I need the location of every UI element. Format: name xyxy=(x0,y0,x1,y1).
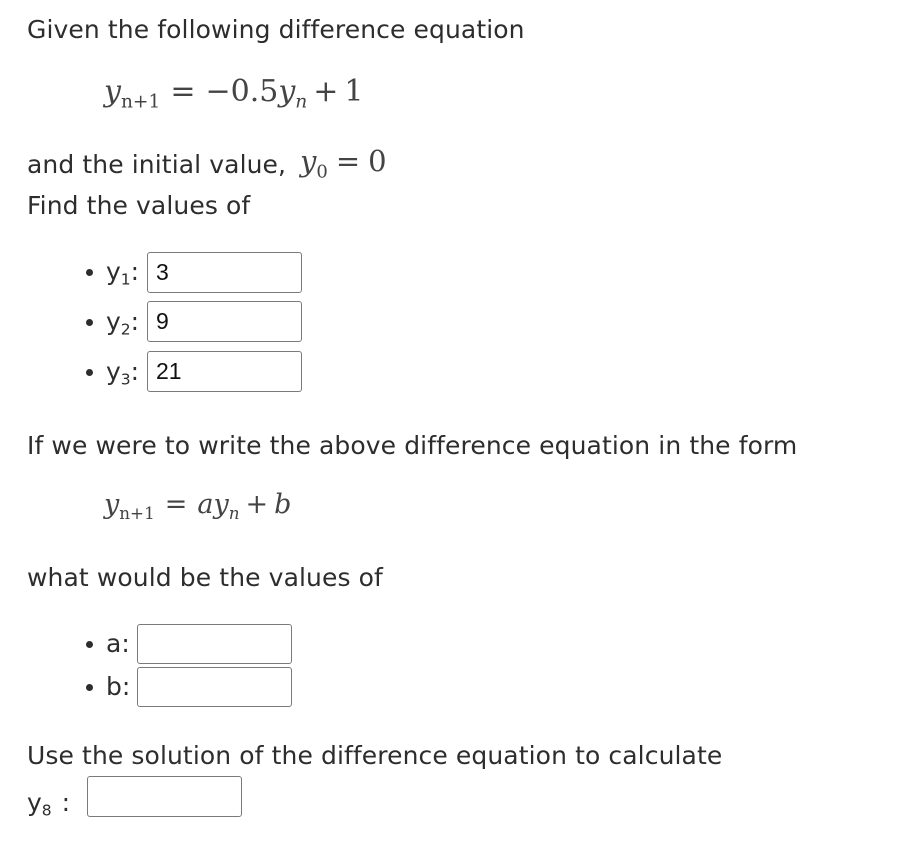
bullet-icon xyxy=(86,684,93,691)
y2-label-colon: : xyxy=(130,307,140,336)
b-label: b: xyxy=(106,672,131,701)
a-input[interactable] xyxy=(137,624,292,664)
y3-label-colon: : xyxy=(130,357,140,386)
eq2-equals: = xyxy=(164,489,188,520)
y8-label-sub: 8 xyxy=(41,801,52,820)
eq2-sub: n xyxy=(228,502,240,523)
y8-label-var: y xyxy=(27,788,42,817)
a-label: a: xyxy=(106,629,130,658)
eq1-equals: = xyxy=(170,74,196,109)
b-input[interactable] xyxy=(137,667,292,707)
eq1-rhs-sub: n xyxy=(295,91,308,113)
eq2-b: b xyxy=(274,489,292,520)
initial-equals: = xyxy=(335,144,361,178)
y8-label xyxy=(27,788,70,826)
eq1-lhs-var: y xyxy=(104,74,121,109)
eq2-plus: + xyxy=(245,489,269,520)
what-values-text: what would be the values of xyxy=(27,563,383,592)
y2-label-var: y xyxy=(106,307,121,336)
find-values-text: Find the values of xyxy=(27,191,251,220)
y3-label-var: y xyxy=(106,357,121,386)
eq2-var: y xyxy=(213,489,229,520)
general-form-equation xyxy=(104,485,291,533)
eq2-lhs-sub: n+1 xyxy=(119,502,155,523)
initial-value: 0 xyxy=(368,144,387,178)
eq2-lhs-var: y xyxy=(104,489,120,520)
y1-label xyxy=(106,257,139,295)
form-text: If we were to write the above difference equation in the form xyxy=(27,431,798,460)
eq2-a: a xyxy=(197,489,214,520)
eq1-plus: + xyxy=(313,74,339,109)
y1-label-sub: 1 xyxy=(120,270,131,289)
y1-label-colon: : xyxy=(130,257,140,286)
y2-input[interactable] xyxy=(147,301,302,342)
eq1-rhs-var: y xyxy=(278,74,296,109)
y2-label xyxy=(106,307,139,345)
difference-equation xyxy=(104,72,364,123)
initial-value-text: and the initial value, xyxy=(27,150,287,179)
intro-text: Given the following difference equation xyxy=(27,15,525,44)
y1-input[interactable] xyxy=(147,252,302,293)
initial-sub: 0 xyxy=(316,161,328,183)
initial-var: y xyxy=(300,144,317,178)
y3-label xyxy=(106,357,139,395)
y2-label-sub: 2 xyxy=(120,320,131,339)
bullet-icon xyxy=(86,269,93,276)
y3-label-sub: 3 xyxy=(120,370,131,389)
bullet-icon xyxy=(86,641,93,648)
eq1-lhs-sub: n+1 xyxy=(120,91,161,113)
eq1-coefficient: −0.5 xyxy=(205,74,279,109)
bullet-icon xyxy=(86,369,93,376)
eq1-constant: 1 xyxy=(344,74,364,109)
solution-text: Use the solution of the difference equation to calculate xyxy=(27,741,723,770)
y1-label-var: y xyxy=(106,257,121,286)
y3-input[interactable] xyxy=(147,351,302,392)
bullet-icon xyxy=(86,319,93,326)
y8-input[interactable] xyxy=(87,776,242,817)
y8-label-colon: : xyxy=(61,788,71,817)
initial-value-math xyxy=(300,141,387,192)
